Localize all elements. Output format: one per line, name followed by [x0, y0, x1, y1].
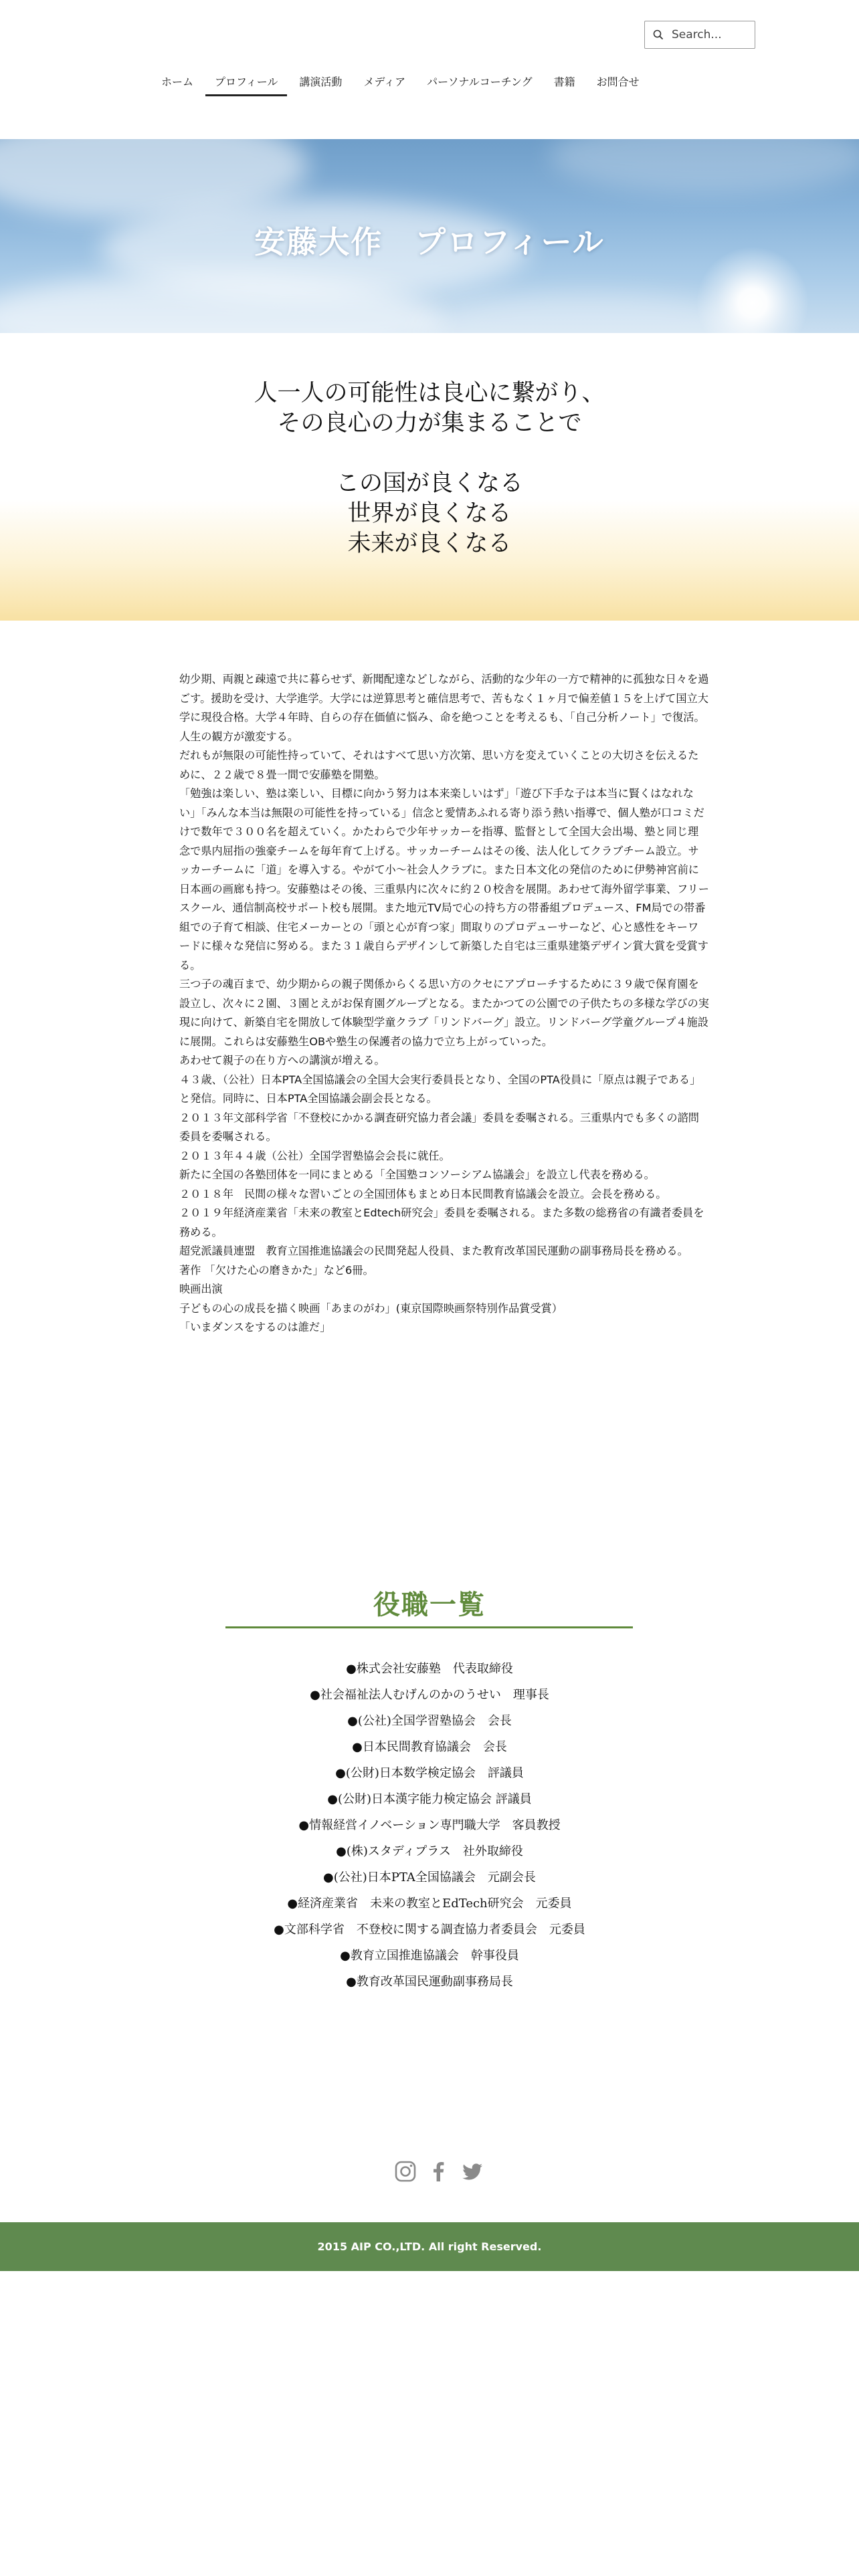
biography — [179, 670, 709, 1337]
page-title: 安藤大作 プロフィール — [254, 224, 605, 260]
role-item: ●(公財)日本漢字能力検定協会 評議員 — [327, 1792, 532, 1806]
cloud-decoration — [549, 139, 859, 193]
nav-item-home[interactable]: ホーム — [161, 76, 194, 88]
hero-banner — [0, 139, 859, 333]
role-item: ●(公社)日本PTA全国協議会 元副会長 — [323, 1870, 536, 1885]
bio-paragraph: ２０１３年４４歳（公社）全国学習塾協会会長に就任。 — [179, 1149, 450, 1162]
motto-line: 世界が良くなる — [347, 500, 512, 527]
bio-paragraph: ２０１８年 民間の様々な習いごとの全国団体もまとめ日本民間教育協議会を設立。会長を務める。 — [179, 1187, 667, 1200]
roles-divider — [225, 1626, 633, 1628]
bio-paragraph: 新たに全国の各塾団体を一同にまとめる「全国塾コンソーシアム協議会」を設立し代表を務める。 — [179, 1168, 655, 1181]
role-item: ●文部科学省 不登校に関する調査協力者委員会 元委員 — [274, 1923, 585, 1937]
bio-paragraph: ４３歳、（公社）日本PTA全国協議会の全国大会実行委員長となり、全国のPTA役員に「原点は親子である」と発信。同時に、日本PTA全国協議会副会長となる。 — [179, 1073, 701, 1105]
bio-paragraph: 著作 「欠けた心の磨きかた」など6冊。 — [179, 1263, 374, 1277]
bio-paragraph: 「いまダンスをするのは誰だ」 — [179, 1321, 331, 1333]
motto-line: 未来が良くなる — [347, 530, 512, 557]
bio-paragraph: 子どもの心の成長を描く映画「あまのがわ」(東京国際映画祭特別作品賞受賞） — [179, 1301, 563, 1315]
nav-item-lectures[interactable]: 講演活動 — [299, 76, 343, 88]
motto-section — [0, 333, 859, 621]
role-item: ●(公財)日本数学検定協会 評議員 — [335, 1766, 524, 1780]
motto-line: この国が良くなる — [335, 470, 523, 497]
social-links — [393, 2159, 484, 2183]
bio-paragraph: 「勉強は楽しい、塾は楽しい、目標に向かう努力は本来楽しいはず」「遊び下手な子は本当に賢くはなれない」「みんな本当は無限の可能性を持っている」信念と愛情あふれる寄り添う熱い指導で、個人塾が口コミだけで数年で３００名を超えていく。かたわらで少年サッカーを指導、監督として全国大会出場、塾と同じ理念で県内屈指の強豪チームを毎年育て上げる。サッカーチームはその後、法人化してクラブチーム設立。サッカーチームに「道」を導入する。やがて小～社会人クラブに。また日本文化の発信のために伊勢神宮前に日本画の画廊も持つ。安藤塾はその後、三重県内に次々に約２０校舎を展開。あわせて海外留学事業、フリースクール、通信制高校サポート校も展開。また地元TV局で心の持ち方の帯番組プロデュース、FM局での帯番組での子育て相談、住宅メーカーとの「頭と心が育つ家」間取りのプロデューサーなど、心と感性をキーワードに様々な発信に努める。また３１歳自らデザインして新築した自宅は三重県建築デザイン賞大賞を受賞する。 — [179, 787, 709, 972]
role-item: ●(株)スタディプラス 社外取締役 — [336, 1844, 523, 1858]
role-item: ●日本民間教育協議会 会長 — [352, 1740, 507, 1754]
nav-item-books[interactable]: 書籍 — [553, 76, 575, 88]
copyright-text: 2015 AIP CO.,LTD. All right Reserved. — [317, 2240, 542, 2253]
nav-item-contact[interactable]: お問合せ — [596, 76, 640, 88]
bio-paragraph: だれもが無限の可能性持っていて、それはすべて思い方次第、思い方を変えていくことの大切さを伝えるために、２２歳で８畳一間で安藤塾を開塾。 — [179, 749, 699, 781]
nav-item-media[interactable]: メディア — [363, 76, 406, 88]
facebook-icon[interactable] — [427, 2159, 451, 2183]
main-nav — [151, 70, 650, 95]
search-box[interactable] — [644, 21, 755, 49]
bio-paragraph: 幼少期、両親と疎遠で共に暮らせず、新聞配達などしながら、活動的な少年の一方で精神的に孤独な日々を過ごす。援助を受け、大学進学。大学には逆算思考と確信思考で、苦もなく１ヶ月で偏差値１５を上げて国立大学に現役合格。大学４年時、自らの存在価値に悩み、命を絶つことを考えるも、「自己分析ノート」で復活。人生の観方が激変する。 — [179, 673, 709, 743]
search-icon — [653, 29, 664, 40]
bio-paragraph: 三つ子の魂百まで、幼少期からの親子関係からくる思い方のクセにアプローチするために３９歳で保育園を設立し、次々に２園、３園とえがお保育園グループとなる。またかつての公園での子供たちの多様な学びの実現に向けて、新築自宅を開放して体験型学童クラブ「リンドバーグ」設立。リンドバーグ学童グループ４施設に展開。これらは安藤塾生OBや塾生の保護者の協力で立ち上がっていった。 — [179, 978, 709, 1048]
twitter-icon[interactable] — [460, 2159, 484, 2183]
nav-item-profile[interactable]: プロフィール — [204, 70, 288, 95]
motto-line: その良心の力が集まることで — [277, 410, 582, 437]
bio-paragraph: 超党派議員連盟 教育立国推進協議会の民間発起人役員、また教育改革国民運動の副事務局長を務める。 — [179, 1245, 688, 1257]
nav-item-coaching[interactable]: パーソナルコーチング — [427, 76, 533, 88]
instagram-icon[interactable] — [393, 2159, 417, 2183]
roles-list — [0, 1656, 859, 1995]
bio-paragraph: ２０１３年文部科学省「不登校にかかる調査研究協力者会議」委員を委嘱される。三重県内でも多くの諮問委員を委嘱される。 — [179, 1111, 699, 1143]
role-item: ●情報経営イノベーション専門職大学 客員教授 — [298, 1818, 561, 1832]
role-item: ●教育立国推進協議会 幹事役員 — [340, 1949, 519, 1963]
bio-paragraph: あわせて親子の在り方への講演が増える。 — [179, 1054, 385, 1067]
bio-paragraph: ２０１９年経済産業省「未来の教室とEdtech研究会」委員を委嘱される。また多数の総務省の有識者委員を務める。 — [179, 1206, 704, 1239]
role-item: ●(公社)全国学習塾協会 会長 — [347, 1714, 512, 1728]
bio-paragraph: 映画出演 — [179, 1283, 223, 1295]
role-item: ●株式会社安藤塾 代表取締役 — [346, 1662, 513, 1676]
motto-line: 人一人の可能性は良心に繋がり、 — [254, 380, 605, 407]
footer — [0, 2222, 859, 2271]
role-item: ●社会福祉法人むげんのかのうせい 理事長 — [310, 1688, 549, 1702]
role-item: ●教育改革国民運動副事務局長 — [346, 1975, 513, 1989]
role-item: ●経済産業省 未来の教室とEdTech研究会 元委員 — [287, 1897, 572, 1911]
search-input[interactable] — [670, 27, 747, 42]
roles-heading: 役職一覧 — [373, 1590, 486, 1620]
